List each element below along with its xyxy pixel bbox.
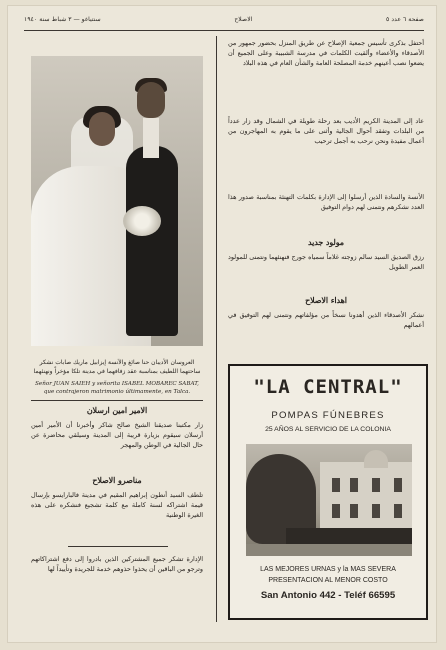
- article-subscribers: الإدارة تشكر جميع المشتركين الذين بادروا إلى دفع اشتراكاتهم وترجو من الباقين أن يحذوا حذوهم خدمة للجريدة وتأييداً لها: [31, 555, 203, 574]
- ad-cost-line: PRESENTACION AL MENOR COSTO: [268, 577, 388, 584]
- article-title-amin-arslan: الامير امين ارسلان: [86, 406, 148, 415]
- header-date: سنتياغو — ٣ شباط سنة ١٩٤٠: [24, 16, 101, 23]
- ad-title: "LA CENTRAL": [253, 376, 403, 398]
- article-amin-arslan: زار مكتبنا صديقنا الشيخ صالح شاكر وأخبرنا أن الأمير أمين أرسلان سيقوم بزيارة قريبة إلى المدينة وسيلقي محاضرة عن حال الجالية في الوطن والمهجر: [31, 421, 203, 450]
- article-divider: [68, 546, 168, 547]
- header-masthead: الاصلاح: [234, 16, 253, 23]
- article-supporters: تلطف السيد أنطون إبراهيم المقيم في مدينة فالبارايسو بإرسال قيمة اشتراكه لسنة كاملة مع كلمة تشجيع فنشكره على هذه الغيرة الوطنية: [31, 491, 203, 520]
- caption-divider: [31, 400, 203, 401]
- ad-urns-line: LAS MEJORES URNAS y la MAS SEVERA: [260, 566, 396, 573]
- article-title-gift: اهداء الاصلاح: [305, 296, 347, 305]
- newspaper-page: [8, 6, 436, 642]
- article-congrats: الأنسة والسادة الذين أرسلوا إلى الإدارة بكلمات التهنئة بمناسبة صدور هذا العدد نشكرهم ونتمنى لهم دوام التوفيق: [228, 193, 424, 212]
- article-title-supporters: مناصرو الاصلاح: [92, 476, 142, 485]
- header-divider: [24, 30, 424, 31]
- photo-caption-arabic: العروسان الأديبان حنا صائغ والآنسة إيزابيل ماريك صابات نشكر ساحتهما اللطيف بمناسبة عقد زفافهما في مدينة تلكا مؤخراً ونهنئهما: [33, 359, 201, 375]
- article-anniversary: أحتفل بذكرى تأسيس جمعية الإصلاح عن طريق المنزل بحضور جمهور من الأصدقاء والأعضاء وألقيت الكلمات في مدرسة الشبيبة وعلى الجميع أن يضعوا نصب أعينهم خدمة المصلحة العامة والشأن العام في هذه البلاد: [228, 39, 424, 68]
- funeral-home-photo: [246, 444, 412, 556]
- header-page-number: صفحة ٦ عدد ٥: [386, 16, 424, 23]
- la-central-advertisement: [228, 364, 428, 620]
- ad-address-phone: San Antonio 442 - Teléf 66595: [260, 590, 396, 601]
- ad-subtitle: POMPAS FÚNEBRES: [271, 410, 385, 421]
- article-return: عاد إلى المدينة الكريم الأديب بعد رحلة طويلة في الشمال وقد زار عدداً من البلدات وتفقد أحوال الجالية وأثنى على ما يقوم به المهاجرون من أعمال مفيدة ونحن نرحب به أجمل ترحيب: [228, 117, 424, 146]
- photo-caption-spanish: Señor JUAN SAIEH y señorita ISABEL MOBAREC SABAT, que contrajeron matrimonio últimamente, en Talca.: [35, 381, 199, 395]
- article-gift: نشكر الأصدقاء الذين أهدونا نسخاً من مؤلفاتهم ونتمنى لهم التوفيق في أعمالهم: [228, 311, 424, 330]
- column-divider: [216, 36, 217, 622]
- ad-tagline: 25 AÑOS AL SERVICIO DE LA COLONIA: [265, 426, 391, 433]
- article-birth: رزق الصديق السيد سالم زوجته غلاماً سمياه جورج فنهنئهما ونتمنى للمولود العمر الطويل: [228, 253, 424, 272]
- article-title-birth: مولود جديد: [308, 238, 344, 247]
- wedding-photo: [31, 56, 203, 346]
- page-header: [24, 16, 424, 28]
